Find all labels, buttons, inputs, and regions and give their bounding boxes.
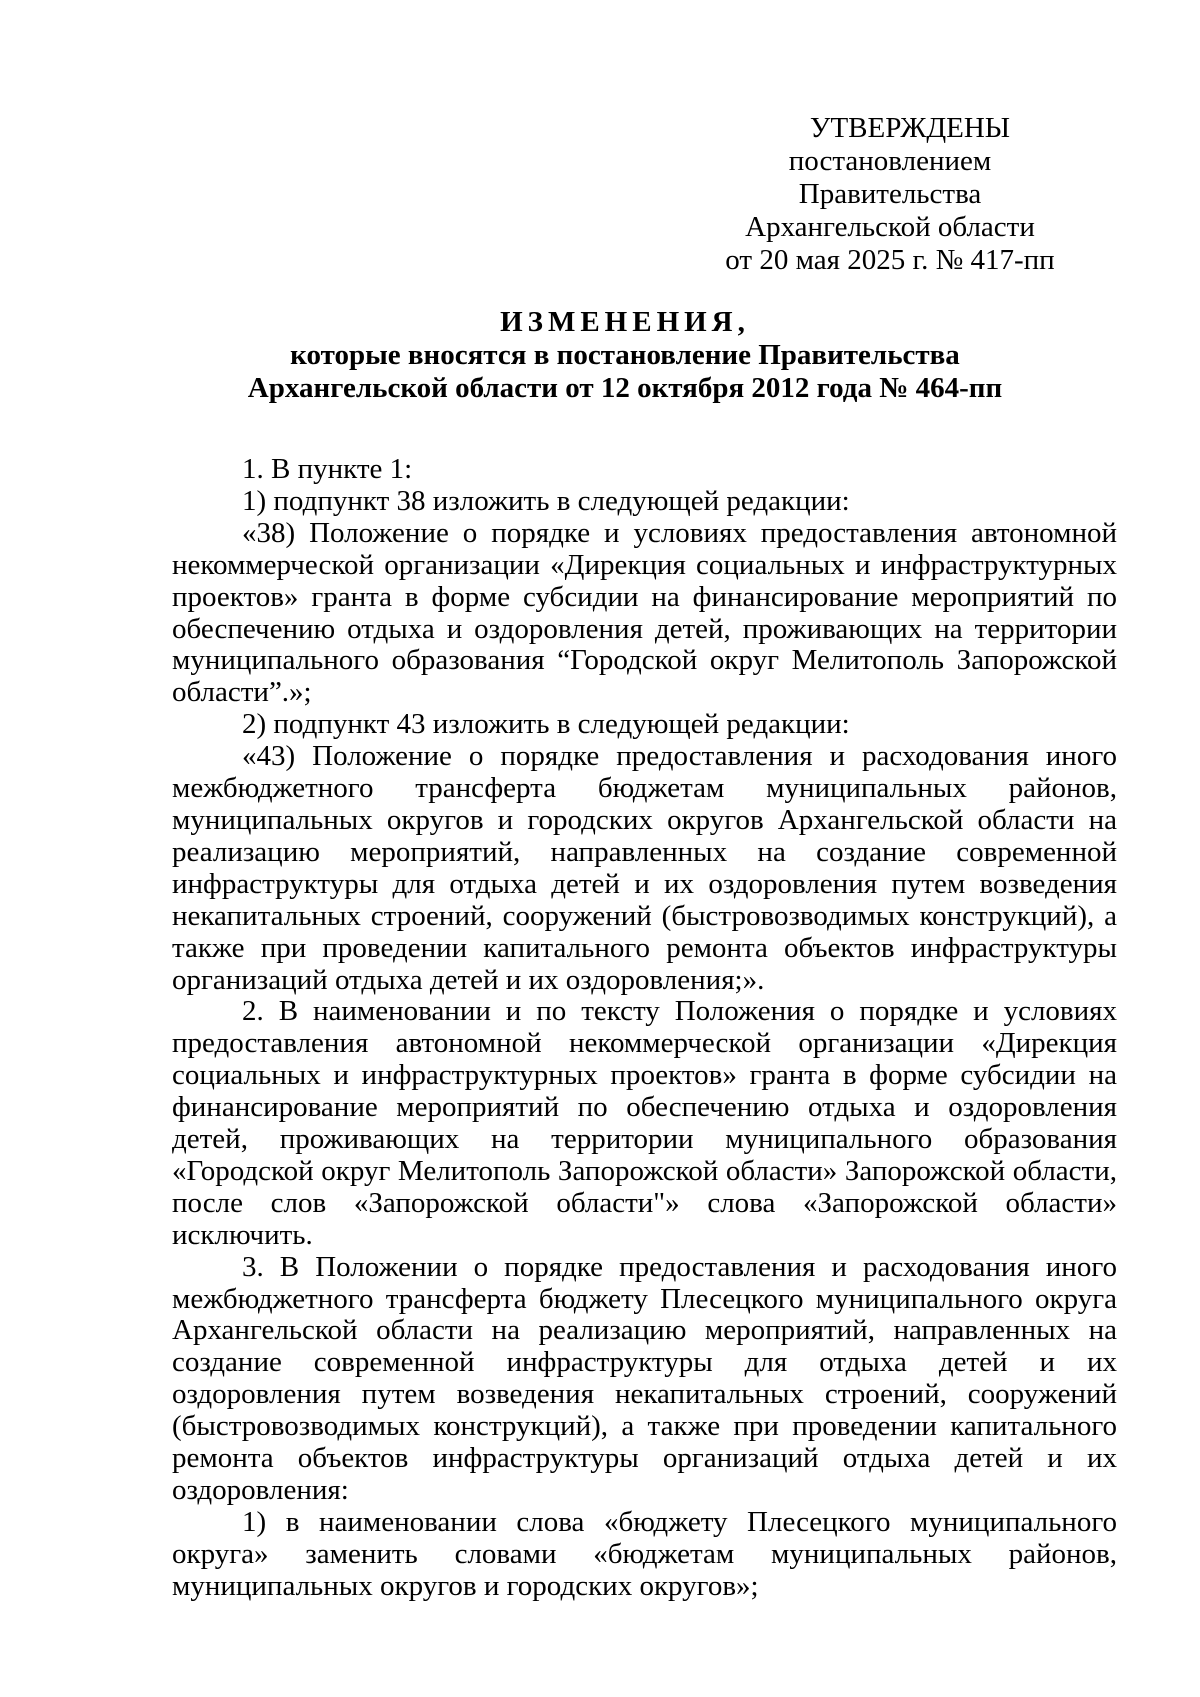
paragraph-item-1: 1. В пункте 1:	[242, 453, 413, 485]
paragraph-subitem-38-text: «38) Положение о порядке и условиях предоставления автономной некоммерческой организации «Дирекция социальных и инфраструктурных проектов» гранта в форме субсидии на финансирование мероприятий по обеспечению отдыха и оздоровления детей, проживающих на территории муниципального образования “Городской округ Мелитополь Запорожской области”.»;	[172, 516, 1117, 709]
approval-line-1: постановлением Правительства	[788, 145, 992, 210]
paragraph-subitem-1-2: 2) подпункт 43 изложить в следующей редакции:	[242, 708, 850, 741]
heading-line-2: Архангельской области от 12 октября 2012 года № 464-пп	[247, 372, 1003, 404]
paragraph-subitem-1-1: 1) подпункт 38 изложить в следующей редакции:	[242, 484, 850, 517]
approval-line-2: Архангельской области	[745, 211, 1035, 243]
paragraph-subitem-3-1: 1) в наименовании слова «бюджету Плесецкого муниципального округа» заменить словами «бюджетам муниципальных районов, муниципальных округов и городских округов»;	[172, 1505, 1117, 1602]
document-body	[172, 454, 1117, 1603]
paragraph-subitem-43-text: «43) Положение о порядке предоставления и расходования иного межбюджетного трансферта бюджетам муниципальных районов, муниципальных округов и городских округов Архангельской области на реализацию мероприятий, направленных на создание современной инфраструктуры для отдыха детей и их оздоровления путем возведения некапитальных строений, сооружений (быстровозводимых конструкций), а также при проведении капитального ремонта объектов инфраструктуры организаций отдыха детей и их оздоровления;».	[172, 740, 1117, 996]
approval-block	[700, 112, 1080, 277]
paragraph-item-3: 3. В Положении о порядке предоставления и расходования иного межбюджетного трансферта бюджету Плесецкого муниципального округа Архангельской области на реализацию мероприятий, направленных на создание современной инфраструктуры для отдыха детей и их оздоровления путем возведения некапитальных строений, сооружений (быстровозводимых конструкций), а также при проведении капитального ремонта объектов инфраструктуры организаций отдыха детей и их оздоровления:	[172, 1250, 1117, 1506]
paragraph-item-2: 2. В наименовании и по тексту Положения о порядке и условиях предоставления автономной некоммерческой организации «Дирекция социальных и инфраструктурных проектов» гранта в форме субсидии на финансирование мероприятий по обеспечению отдыха и оздоровления детей, проживающих на территории муниципального образования «Городской округ Мелитополь Запорожской области» Запорожской области, после слов «Запорожской области"» слова «Запорожской области» исключить.	[172, 995, 1117, 1251]
heading-title: ИЗМЕНЕНИЯ,	[500, 306, 750, 338]
heading-line-1: которые вносятся в постановление Правительства	[290, 339, 960, 371]
approval-line-3: от 20 мая 2025 г. № 417-пп	[725, 244, 1055, 276]
document-heading	[170, 306, 1080, 405]
approval-title: УТВЕРЖДЕНЫ	[809, 112, 1011, 144]
